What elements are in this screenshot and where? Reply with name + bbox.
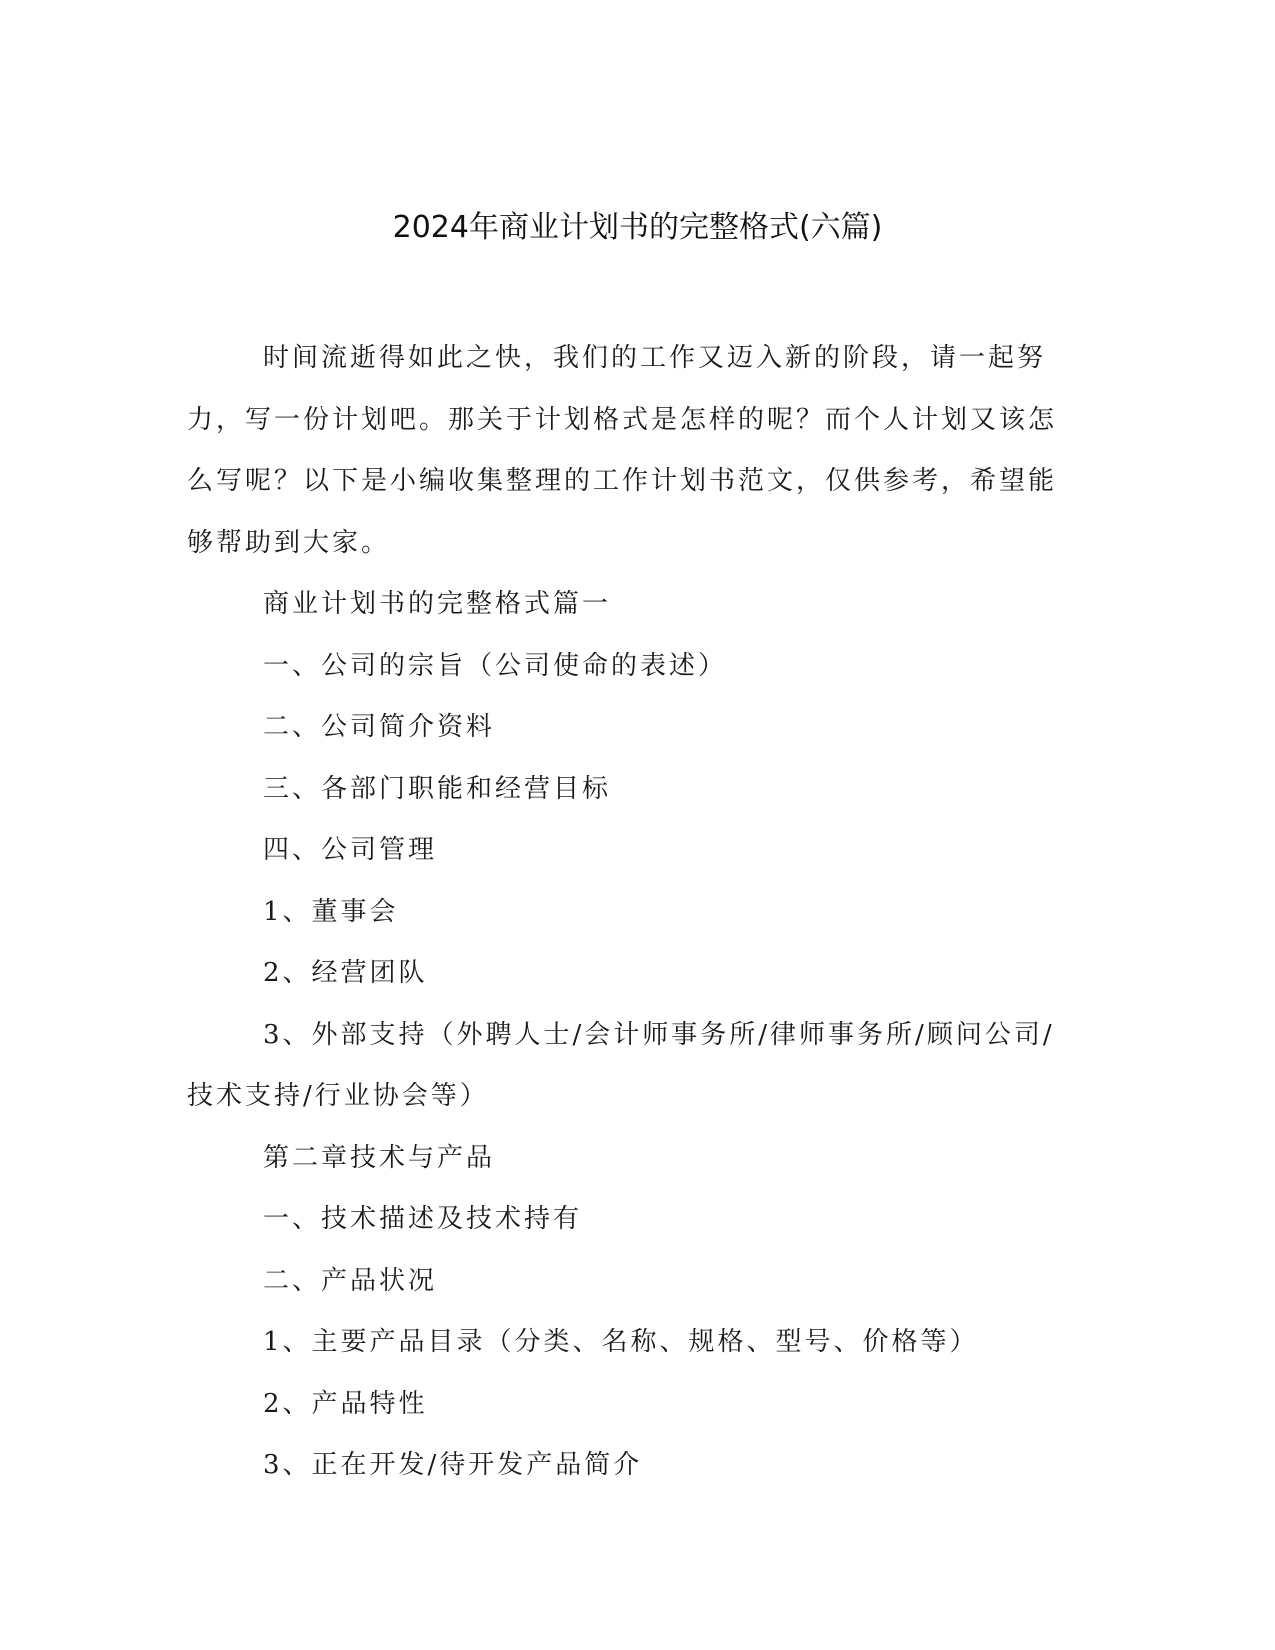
document-body — [187, 328, 1067, 1497]
list-item: 3、正在开发/待开发产品简介 — [263, 1450, 643, 1480]
list-item: 一、公司的宗旨（公司使命的表述） — [263, 650, 728, 681]
list-item: 1、主要产品目录（分类、名称、规格、型号、价格等） — [263, 1327, 979, 1357]
list-item: 二、公司简介资料 — [263, 712, 496, 742]
list-item: 三、各部门职能和经营目标 — [263, 773, 612, 804]
chapter-heading: 第二章技术与产品 — [263, 1142, 496, 1173]
list-item: 1、董事会 — [263, 896, 399, 927]
list-item: 2、产品特性 — [263, 1388, 428, 1419]
list-item: 2、经营团队 — [263, 958, 428, 988]
document-title: 2024年商业计划书的完整格式(六篇) — [392, 210, 883, 245]
intro-paragraph: 时间流逝得如此之快，我们的工作又迈入新的阶段，请一起努力，写一份计划吧。那关于计划格式是怎样的呢？而个人计划又该怎么写呢？以下是小编收集整理的工作计划书范文，仅供参考，希望能够帮助到大家。 — [187, 343, 1058, 558]
section-heading: 商业计划书的完整格式篇一 — [263, 589, 612, 619]
list-item: 二、产品状况 — [263, 1265, 438, 1296]
list-item: 四、公司管理 — [263, 835, 438, 865]
list-item: 一、技术描述及技术持有 — [263, 1204, 583, 1234]
list-item: 3、外部支持（外聘人士/会计师事务所/律师事务所/顾问公司/技术支持/行业协会等） — [187, 1019, 1055, 1111]
